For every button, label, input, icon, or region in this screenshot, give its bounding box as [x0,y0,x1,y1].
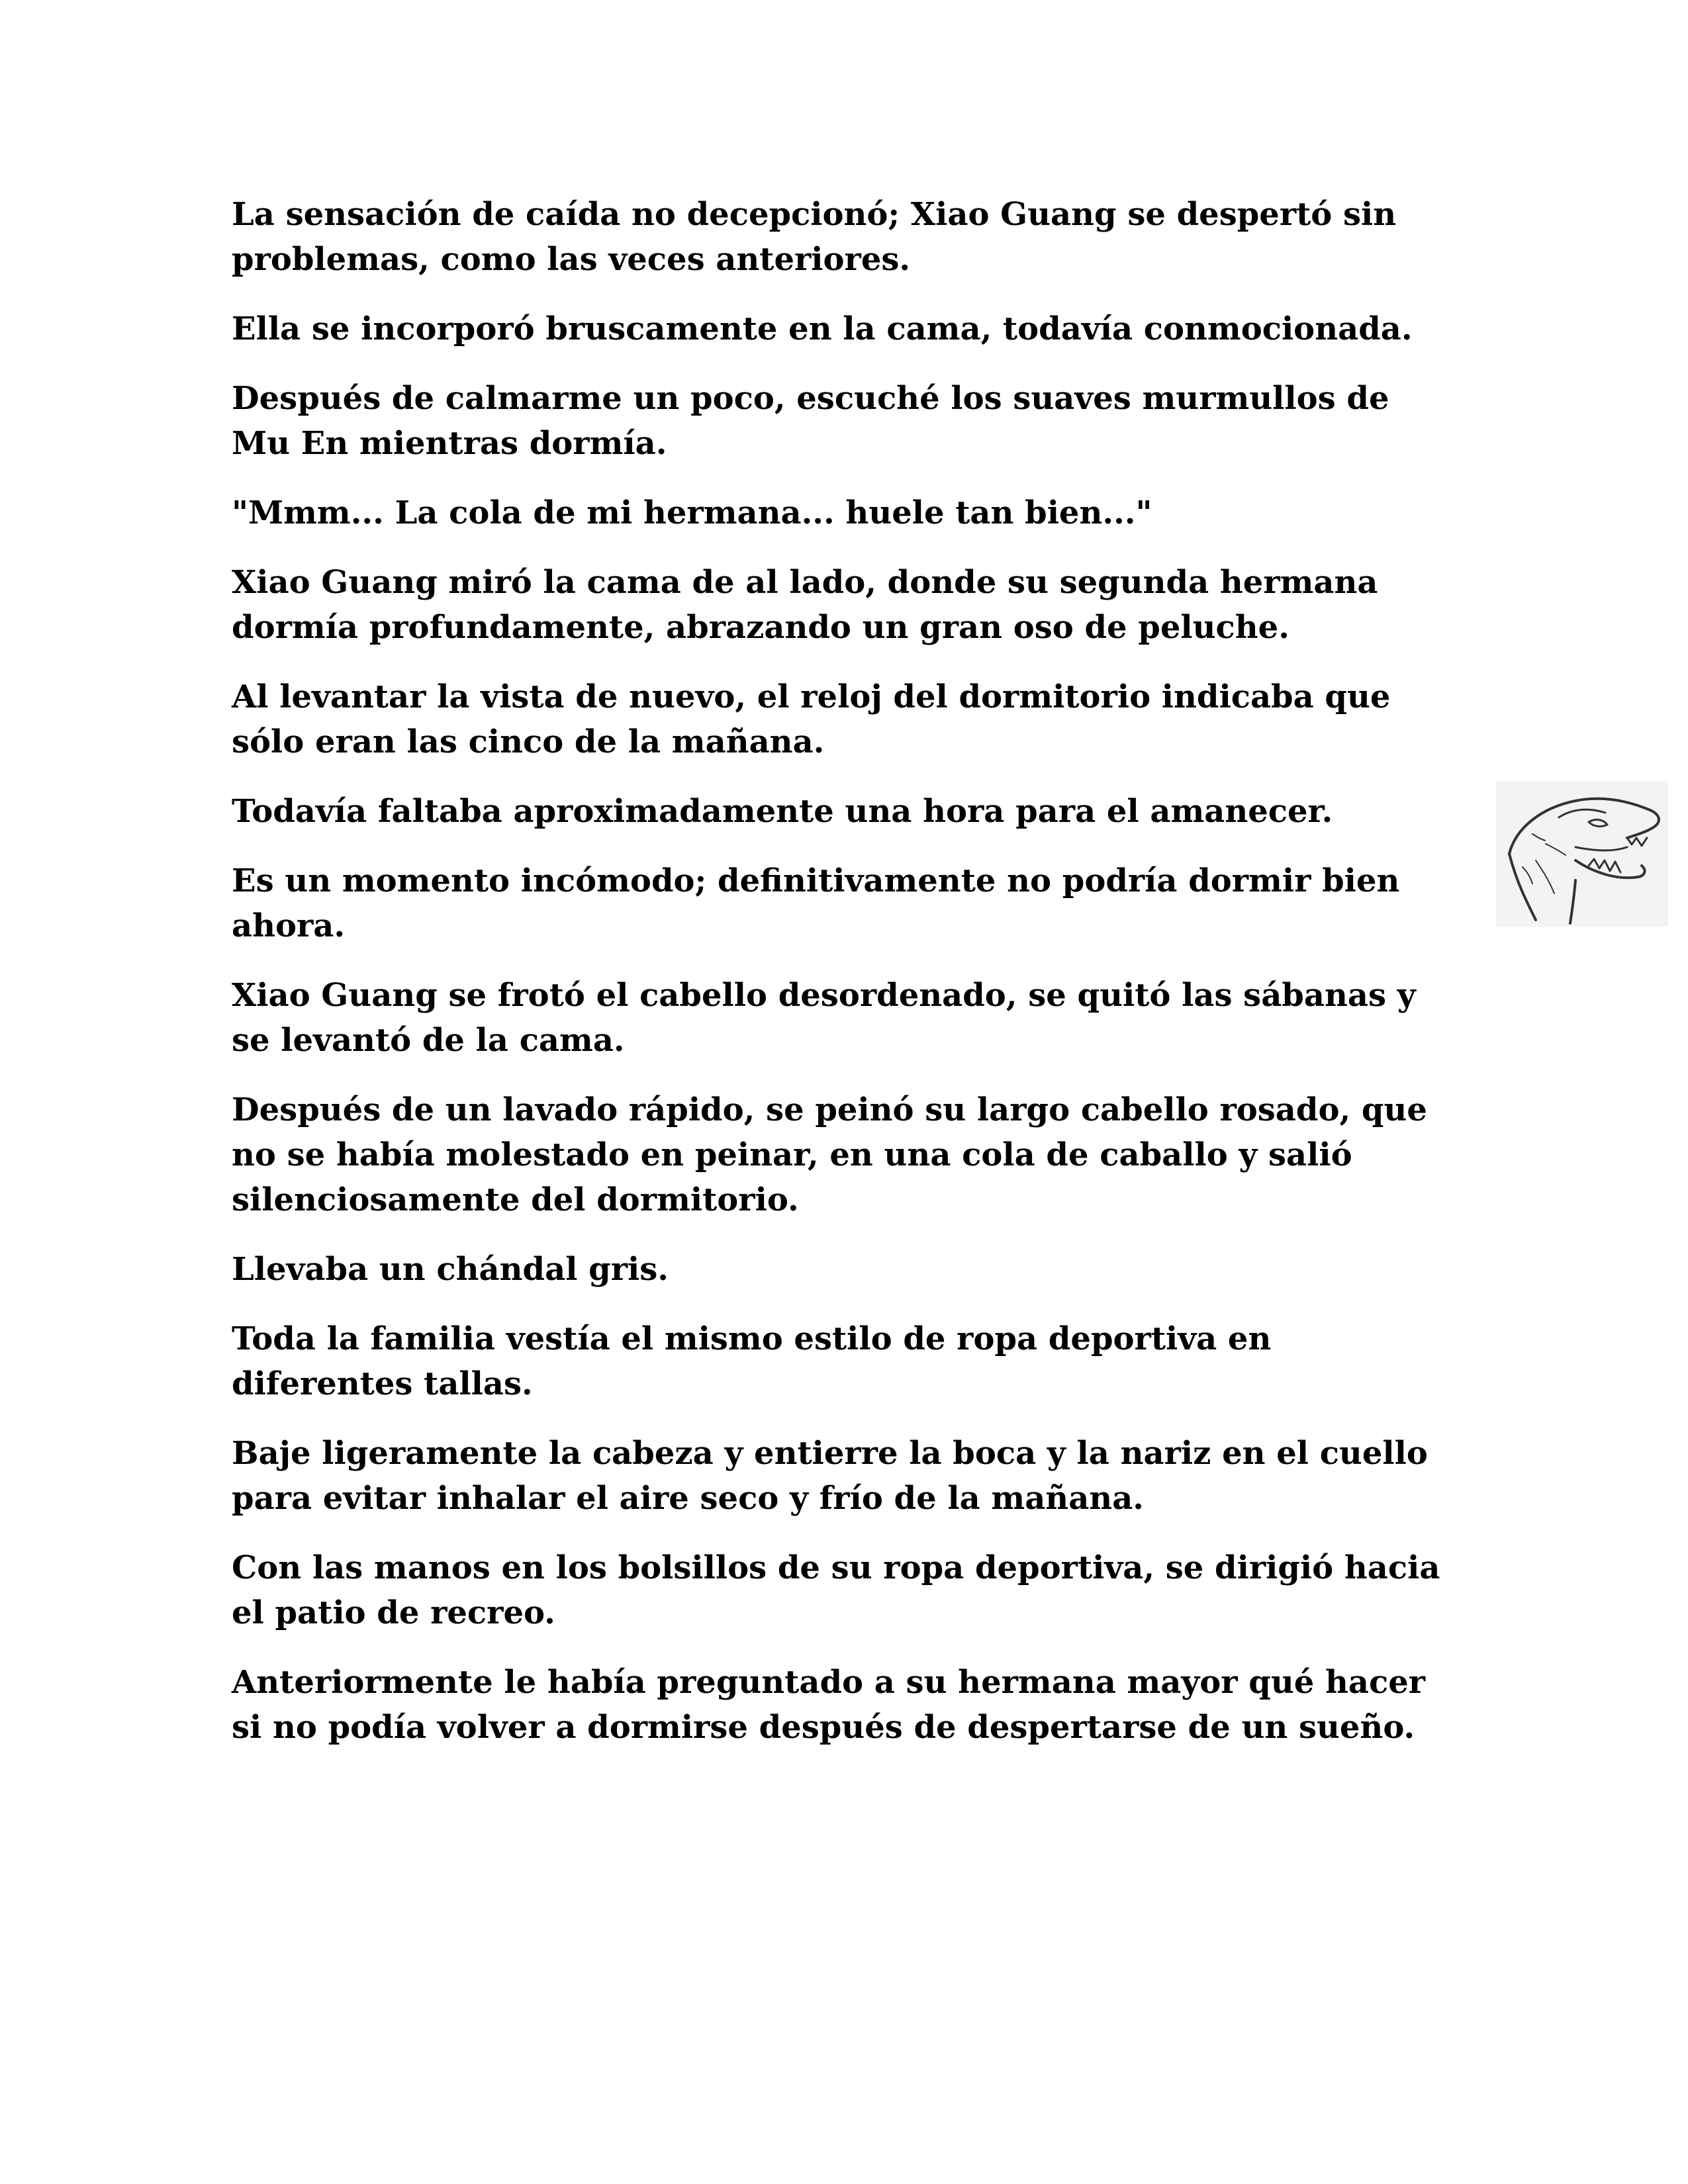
paragraph-11: Llevaba un chándal gris. [232,1251,669,1288]
paragraph-8: Es un momento incómodo; definitivamente no podría dormir bien ahora. [232,862,1400,944]
paragraph-14: Con las manos en los bolsillos de su ropa deportiva, se dirigió hacia el patio de recreo. [232,1549,1440,1631]
paragraph-7: Todavía faltaba aproximadamente una hora para el amanecer. [232,793,1333,830]
paragraph-12: Toda la familia vestía el mismo estilo de ropa deportiva en diferentes tallas. [232,1320,1272,1402]
body-text [232,192,1456,1774]
paragraph-3: Después de calmarme un poco, escuché los suaves murmullos de Mu En mientras dormía. [232,380,1389,462]
paragraph-9: Xiao Guang se frotó el cabello desordenado, se quitó las sábanas y se levantó de la cama. [232,977,1416,1059]
paragraph-4: "Mmm... La cola de mi hermana... huele tan bien..." [232,494,1152,531]
paragraph-6: Al levantar la vista de nuevo, el reloj del dormitorio indicaba que sólo eran las cinco de la mañana. [232,678,1391,760]
paragraph-1: La sensación de caída no decepcionó; Xiao Guang se despertó sin problemas, como las veces anteriores. [232,196,1397,278]
paragraph-5: Xiao Guang miró la cama de al lado, donde su segunda hermana dormía profundamente, abrazando un gran oso de peluche. [232,564,1378,646]
paragraph-15: Anteriormente le había preguntado a su hermana mayor qué hacer si no podía volver a dormirse después de despertarse de un sueño. [232,1664,1426,1746]
paragraph-13: Baje ligeramente la cabeza y entierre la boca y la nariz en el cuello para evitar inhalar el aire seco y frío de la mañana. [232,1435,1428,1517]
paragraph-2: Ella se incorporó bruscamente en la cama, todavía conmocionada. [232,310,1413,347]
dinosaur-head-sketch-icon [1496,781,1668,927]
paragraph-10: Después de un lavado rápido, se peinó su largo cabello rosado, que no se había molestado en peinar, en una cola de caballo y salió silenciosamente del dormitorio. [232,1091,1427,1218]
